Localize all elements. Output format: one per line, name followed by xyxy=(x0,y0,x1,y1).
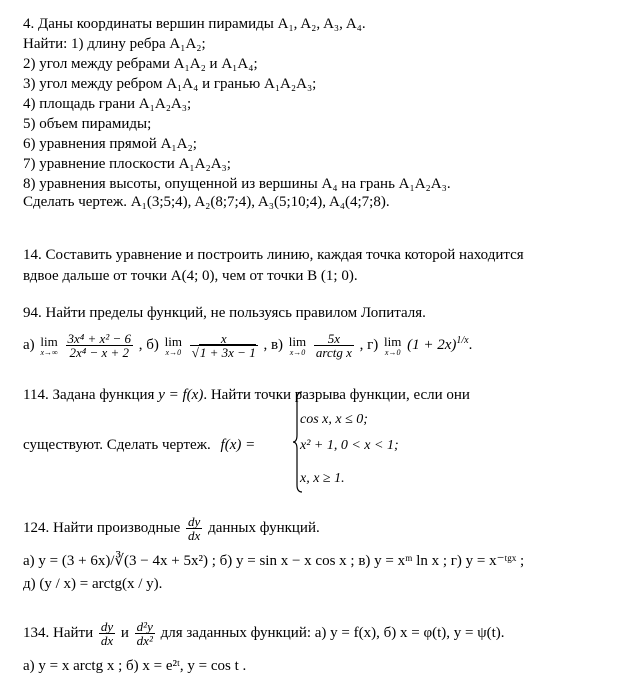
label-v: , в) xyxy=(263,337,284,353)
lim-sub: x→∞ xyxy=(40,347,58,357)
problem-114-line2 xyxy=(23,437,255,454)
expression-g: (1 + 2x) xyxy=(407,337,457,353)
problem-14-text: 14. Составить уравнение и построить линию, каждая точка которой находится xyxy=(23,247,524,263)
exponent-g: 1/x xyxy=(456,335,469,346)
problem-94-title: 94. Найти пределы функций, не пользуясь правилом Лопиталя. xyxy=(23,305,426,321)
problem-114-title xyxy=(23,387,470,404)
problem-4-item: 4) площадь грани A₁A₂A₃; xyxy=(23,96,192,112)
text: существуют. Сделать чертеж. xyxy=(23,437,211,453)
lim-sub: x→0 xyxy=(289,347,306,357)
fraction-num: dy xyxy=(100,619,114,635)
derivative-fraction xyxy=(186,515,202,542)
problem-4-item: Найти: 1) длину ребра A₁A₂; xyxy=(23,36,206,52)
fraction-den: 2x⁴ − x + 2 xyxy=(69,345,130,361)
problem-124-functions: а) y = (3 + 6x)/∛(3 − 4x + 5x²) ; б) y = sin x − x cos x ; в) y = xᵐ ln x ; г) y = x⁻ᵗᵍˣ ; xyxy=(23,553,525,569)
limit-a xyxy=(40,335,57,357)
fraction-num: x xyxy=(190,332,258,346)
problem-4-title: 4. Даны координаты вершин пирамиды A₁, A₂, A₃, A₄. xyxy=(23,16,366,32)
lim-sub: x→0 xyxy=(384,347,401,357)
text: . Найти точки разрыва функции, если они xyxy=(203,387,470,403)
text: 114. Задана функция xyxy=(23,387,159,403)
fraction-den: dx xyxy=(188,528,201,544)
problem-4-item: 2) угол между ребрами A₁A₂ и A₁A₄; xyxy=(23,56,258,72)
case-1: cos x, x ≤ 0; xyxy=(300,412,368,427)
problem-94-limits xyxy=(23,326,472,360)
fraction-num: dy xyxy=(188,514,201,530)
lim-text: lim xyxy=(164,333,182,349)
function-notation: y = f(x) xyxy=(158,387,204,403)
lim-sub: x→0 xyxy=(165,347,182,357)
sqrt-sign: √ xyxy=(191,345,199,361)
text: для заданных функций: а) y = f(x), б) x = φ(t), y = ψ(t). xyxy=(160,625,505,641)
problem-4-item: 5) объем пирамиды; xyxy=(23,116,152,132)
fraction-den: dx² xyxy=(136,633,153,649)
case-2: x² + 1, 0 < x < 1; xyxy=(300,438,399,453)
problem-4-item: 7) уравнение плоскости A₁A₂A₃; xyxy=(23,156,231,172)
problem-134-title xyxy=(23,618,505,648)
limit-v xyxy=(289,335,306,357)
label-b: , б) xyxy=(138,337,159,353)
problem-4-item: 8) уравнения высоты, опущенной из вершины A₄ на грань A₁A₂A₃. xyxy=(23,176,451,192)
second-derivative-fraction xyxy=(135,620,155,647)
fraction-den: dx xyxy=(100,633,114,649)
problem-124-functions: д) (y / x) = arctg(x / y). xyxy=(23,576,163,592)
problem-4-item: 3) угол между ребром A₁A₄ и гранью A₁A₂A₃; xyxy=(23,76,317,92)
fraction-b xyxy=(190,332,258,359)
label-g: , г) xyxy=(359,337,379,353)
fraction-a xyxy=(66,332,134,359)
lim-text: lim xyxy=(384,333,402,349)
fraction-v xyxy=(314,332,354,359)
problem-4-item: 6) уравнения прямой A₁A₂; xyxy=(23,136,197,152)
limit-b xyxy=(165,335,182,357)
period: . xyxy=(468,337,473,353)
fraction-num: 5x xyxy=(314,332,354,346)
fraction-num: 3x⁴ + x² − 6 xyxy=(67,331,132,347)
text: 134. Найти xyxy=(23,625,94,641)
limit-g xyxy=(384,335,401,357)
fraction-den: arctg x xyxy=(315,345,352,361)
sqrt-radicand: 1 + 3x − 1 xyxy=(199,345,256,361)
label-a: а) xyxy=(23,337,35,353)
lim-text: lim xyxy=(288,333,307,349)
fraction-den xyxy=(190,346,258,359)
function-lhs: f(x) = xyxy=(220,437,256,453)
problem-124-title xyxy=(23,514,320,542)
text: и xyxy=(120,625,129,641)
problem-134-functions: а) y = x arctg x ; б) x = e²ᵗ, y = cos t . xyxy=(23,658,247,674)
problem-4-coordinates: Сделать чертеж. A₁(3;5;4), A₂(8;7;4), A₃(5;10;4), A₄(4;7;8). xyxy=(23,194,390,210)
case-3: x, x ≥ 1. xyxy=(300,471,345,486)
derivative-fraction xyxy=(99,620,115,647)
problem-14-text: вдвое дальше от точки A(4; 0), чем от точки B (1; 0). xyxy=(23,268,358,284)
text: 124. Найти производные xyxy=(23,520,181,536)
fraction-num: d²y xyxy=(136,619,153,635)
lim-text: lim xyxy=(40,333,58,349)
text: данных функций. xyxy=(208,520,320,536)
